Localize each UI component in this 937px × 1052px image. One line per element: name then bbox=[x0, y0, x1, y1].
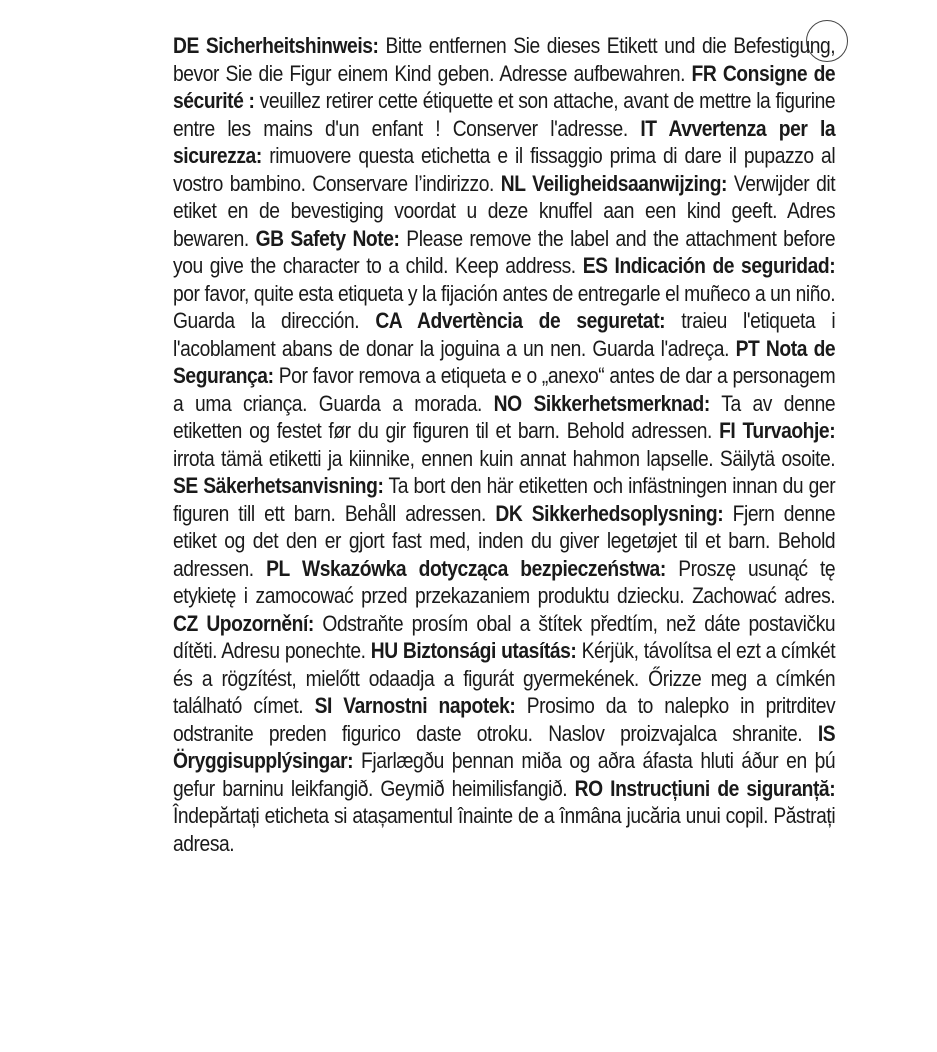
text-ro: Îndepărtați eticheta si atașamentul înainte de a înmâna jucăria unui copil. Păstrați adresa. bbox=[173, 803, 836, 856]
text-de: Bitte entfernen Sie dieses Etikett und die Befestigung, bevor Sie die Figur einem Kind geben. Adresse aufbewahren. bbox=[173, 33, 836, 86]
heading-nl: NL Veiligheidsaanwijzing: bbox=[500, 170, 728, 196]
text-is: Fjarlægðu þennan miða og aðra áfasta hluti áður en þú gefur barninu leikfangið. Geymið heimilisfangið. bbox=[173, 748, 836, 801]
heading-de: DE Sicherheitshinweis: bbox=[173, 33, 379, 58]
heading-cz: CZ Upozornění: bbox=[173, 610, 314, 636]
heading-dk: DK Sikkerhedsoplysning: bbox=[495, 500, 724, 526]
heading-se: SE Säkerhetsanvisning: bbox=[173, 473, 384, 498]
text-se: Ta bort den här etiketten och infästningen innan du ger figuren till ett barn. Behåll adressen. bbox=[173, 473, 836, 526]
heading-no: NO Sikkerhetsmerknad: bbox=[493, 390, 710, 416]
text-pl: Proszę usunąć tę etykietę i zamocować przed przekazaniem produktu dziecku. Zachować adres. bbox=[173, 555, 836, 608]
text-fi: irrota tämä etiketti ja kiinnike, ennen kuin annat hahmon lapselle. Säilytä osoite. bbox=[173, 445, 836, 471]
heading-ro: RO Instrucțiuni de siguranță: bbox=[574, 775, 836, 801]
heading-fi: FI Turvaohje: bbox=[719, 418, 836, 443]
heading-it: IT Avvertenza per la sicurezza: bbox=[173, 115, 836, 168]
text-si: Prosimo da to nalepko in pritrditev odstranite preden figurico daste otroku. Naslov proizvajalca shranite. bbox=[173, 693, 836, 746]
safety-notice-text bbox=[173, 32, 835, 857]
heading-es: ES Indicación de seguridad: bbox=[582, 253, 836, 278]
text-no: Ta av denne etiketten og festet før du gir figuren til et barn. Behold adressen. bbox=[173, 390, 836, 443]
heading-si: SI Varnostni napotek: bbox=[314, 693, 516, 718]
heading-hu: HU Biztonsági utasítás: bbox=[370, 638, 577, 663]
text-dk: Fjern denne etiket og det den er gjort fast med, inden du giver legetøjet til et barn. Behold adressen. bbox=[173, 500, 836, 581]
heading-pt: PT Nota de Segurança: bbox=[173, 335, 836, 388]
heading-pl: PL Wskazówka dotycząca bezpieczeństwa: bbox=[266, 555, 666, 581]
text-gb: Please remove the label and the attachment before you give the character to a child. Keep address. bbox=[173, 225, 836, 278]
text-nl: Verwijder dit etiket en de bevestiging voordat u deze knuffel aan een kind geeft. Adres bewaren. bbox=[173, 170, 836, 251]
text-es: por favor, quite esta etiqueta y la fijación antes de entregarle el muñeco a un niño. Guarda la dirección. bbox=[173, 280, 836, 333]
text-cz: Odstraňte prosím obal a štítek předtím, než dáte postavičku dítěti. Adresu ponechte. bbox=[173, 610, 836, 663]
text-ca: traieu l'etiqueta i l'acoblament abans de donar la joguina a un nen. Guarda l'adreça. bbox=[173, 308, 836, 361]
text-fr: veuillez retirer cette étiquette et son attache, avant de mettre la figurine entre les mains d'un enfant ! Conserver l'adresse. bbox=[173, 88, 836, 141]
heading-ca: CA Advertència de seguretat: bbox=[375, 308, 666, 333]
heading-gb: GB Safety Note: bbox=[255, 225, 400, 251]
text-pt: Por favor remova a etiqueta e o „anexo“ antes de dar a personagem a uma criança. Guarda a morada. bbox=[173, 363, 836, 416]
heading-is: IS Öryggisupplýsingar: bbox=[173, 720, 836, 773]
text-hu: Kérjük, távolítsa el ezt a címkét és a rögzítést, mielőtt odaadja a figurát gyermekének. Őrizze meg a címkén található címet. bbox=[173, 638, 836, 718]
heading-fr: FR Consigne de sécurité : bbox=[173, 60, 836, 113]
text-it: rimuovere questa etichetta e il fissaggio prima di dare il pupazzo al vostro bambino. Conservare l’indirizzo. bbox=[173, 143, 836, 196]
